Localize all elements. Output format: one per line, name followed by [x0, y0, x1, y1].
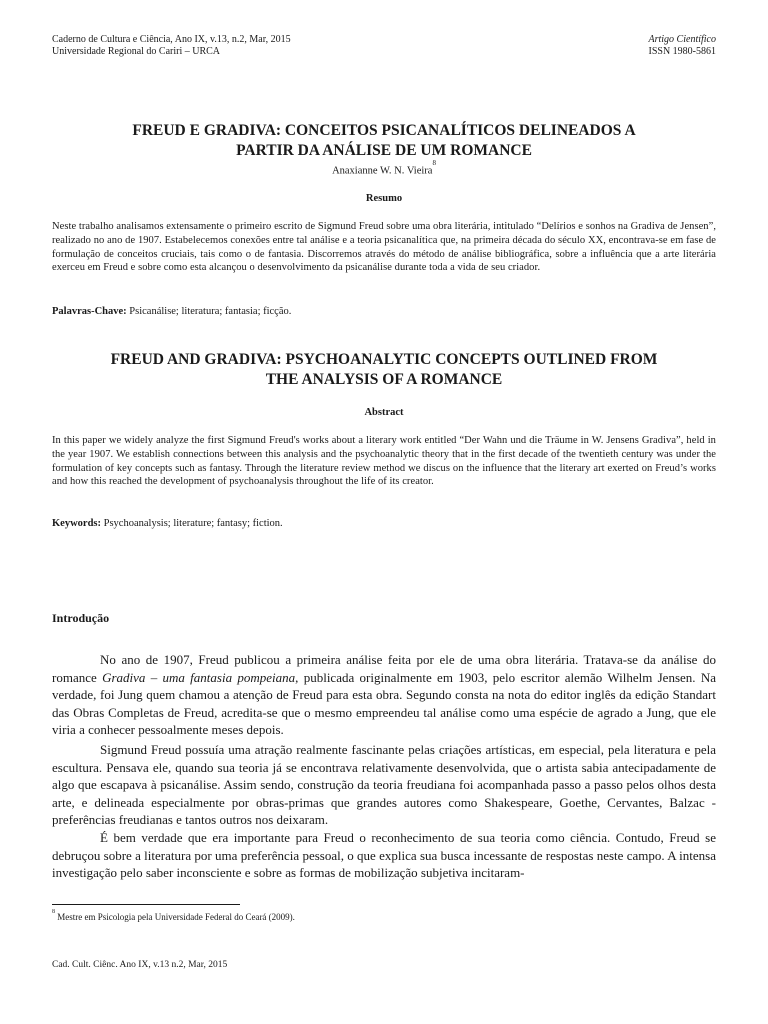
footnote — [52, 910, 295, 923]
page-footer-citation: Cad. Cult. Ciênc. Ano IX, v.13 n.2, Mar, 2015 — [52, 960, 228, 970]
article-meta — [648, 34, 716, 58]
palavras-chave — [52, 305, 716, 319]
author-name: Anaxianne W. N. Vieira — [332, 165, 433, 177]
introduction-body — [52, 651, 716, 882]
title-portuguese — [52, 121, 716, 161]
issn: ISSN 1980-5861 — [648, 46, 716, 57]
article-type: Artigo Científico — [648, 34, 716, 45]
intro-p1-end: , publicada originalmente em 1903, pelo escritor alemão Wilhelm Jensen. Na verdade, foi Jung quem chamou a atenção de Freud para esta obra. Segundo consta na nota do editor inglês da edição Standart das Obras Completas de Freud, acredita-se que o mesmo empreendeu tal análise como uma espécie de agrado a Jung, que ele viria a conhecer pessoalmente meses depois. — [52, 669, 716, 738]
keywords — [52, 517, 716, 531]
palavras-chave-values: Psicanálise; literatura; fantasia; ficção. — [129, 306, 292, 317]
footnote-text: Mestre em Psicologia pela Universidade Federal do Ceará (2009). — [55, 912, 295, 922]
journal-info — [52, 34, 291, 58]
footnote-separator — [52, 904, 240, 905]
title-pt-line-1: FREUD E GRADIVA: CONCEITOS PSICANALÍTICOS DELINEADOS A — [132, 122, 636, 139]
intro-paragraph-1 — [52, 651, 716, 739]
author-footnote-mark[interactable]: 8 — [432, 159, 436, 167]
abstract-text: In this paper we widely analyze the first Sigmund Freud's works about a literary work entitled “Der Wahn und die Träume in W. Jensens Gradiva”, held in the year 1907. We establish connections between this analysis and the psychoanalytic theory that in the first decade of the twentieth century was under the formulation of key concepts such as fantasy. Through the literature review method we discus on the influence that the literary art exerted on Freud’s works and how this reached the development of psychoanalysis throughout the life of its creator. — [52, 435, 716, 488]
journal-line-2: Universidade Regional do Cariri – URCA — [52, 46, 221, 57]
abstract-heading: Abstract — [364, 407, 404, 418]
title-pt-line-2: PARTIR DA ANÁLISE DE UM ROMANCE — [236, 142, 532, 159]
journal-line-1: Caderno de Cultura e Ciência, Ano IX, v.13, n.2, Mar, 2015 — [52, 34, 291, 45]
footnote-mark: 8 — [52, 909, 55, 915]
introduction-heading: Introdução — [52, 611, 110, 625]
intro-p1-start: No ano de 1907, Freud publicou a primeira análise feita por ele de uma obra literária. Tratava-se da análise do romance — [52, 652, 716, 685]
keywords-label: Keywords: — [52, 518, 101, 529]
title-en-line-2: THE ANALYSIS OF A ROMANCE — [265, 371, 503, 388]
author-line — [52, 160, 716, 179]
title-en-line-1: FREUD AND GRADIVA: PSYCHOANALYTIC CONCEPTS OUTLINED FROM — [110, 351, 658, 368]
title-english — [52, 350, 716, 390]
intro-paragraph-3: É bem verdade que era importante para Freud o reconhecimento de sua teoria como ciência. Contudo, Freud se debruçou sobre a literatura por uma preferência pessoal, o que explica sua busca incessante de respostas neste campo. A intensa investigação pelo saber inconsciente e sobre as formas de mobilização subjetiva incitaram- — [52, 829, 716, 881]
intro-paragraph-2: Sigmund Freud possuía uma atração realmente fascinante pelas criações artísticas, em especial, pela literatura e pela escultura. Pensava ele, quando sua teoria já se encontrava relativamente desenvolvida, que o artista sabia antecipadamente de algo que escapava à psicanálise. Assim sendo, construção da teoria freudiana foi acompanhada passo a passo pelos olhos desta arte, e delineada especialmente por obras-primas que grandes autores como Shakespeare, Goethe, Cervantes, Balzac - preferências freudianas e tantos outros nos deixaram. — [52, 741, 716, 828]
novel-title: Gradiva – uma fantasia pompeiana — [102, 669, 296, 685]
keywords-values: Psychoanalysis; literature; fantasy; fiction. — [103, 518, 283, 529]
resumo-text: Neste trabalho analisamos extensamente o primeiro escrito de Sigmund Freud sobre uma obra literária, intitulado “Delírios e sonhos na Gradiva de Jensen”, realizado no ano de 1907. Estabelecemos conexões entre tal análise e a teoria psicanalítica que, na primeira década do século XX, encontrava-se em fase de formulação de conceitos cruciais, tais como o de fantasia. Discorremos através do método de análise bibliográfica, sobre a influência que a arte literária exerceu em Freud e sobre como esta alcançou o desenvolvimento da psicanálise durante toda a vida de seu criador. — [52, 221, 716, 274]
palavras-chave-label: Palavras-Chave: — [52, 306, 127, 317]
resumo-heading: Resumo — [365, 193, 403, 204]
